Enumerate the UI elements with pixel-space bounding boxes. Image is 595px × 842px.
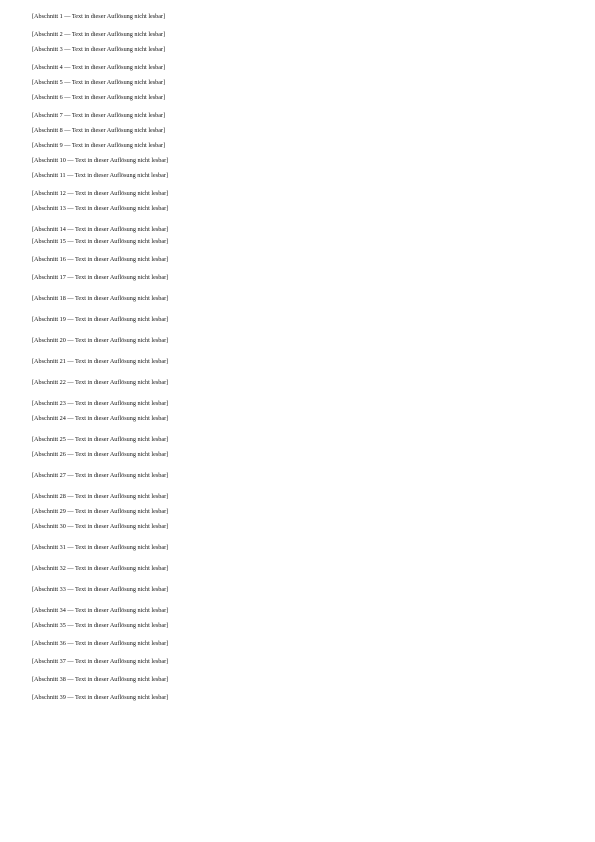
list-item: [Abschnitt 21 — Text in dieser Auflösung nicht lesbar] (32, 358, 169, 365)
paragraph: [Abschnitt 2 — Text in dieser Auflösung nicht lesbar] (32, 31, 166, 38)
list-item: [Abschnitt 17 — Text in dieser Auflösung nicht lesbar] (32, 274, 169, 281)
paragraph: [Abschnitt 13 — Text in dieser Auflösung nicht lesbar] (32, 205, 169, 212)
paragraph: [Abschnitt 39 — Text in dieser Auflösung nicht lesbar] (32, 694, 169, 701)
list-item: [Abschnitt 22 — Text in dieser Auflösung nicht lesbar] (32, 379, 169, 386)
paragraph: [Abschnitt 34 — Text in dieser Auflösung nicht lesbar] (32, 607, 169, 614)
paragraph: [Abschnitt 6 — Text in dieser Auflösung nicht lesbar] (32, 94, 166, 101)
list-item: [Abschnitt 26 — Text in dieser Auflösung nicht lesbar] (32, 451, 169, 458)
list-item: [Abschnitt 31 — Text in dieser Auflösung nicht lesbar] (32, 544, 169, 551)
list-item: [Abschnitt 23 — Text in dieser Auflösung nicht lesbar] (32, 400, 169, 407)
paragraph: [Abschnitt 1 — Text in dieser Auflösung nicht lesbar] (32, 13, 166, 20)
paragraph: [Abschnitt 4 — Text in dieser Auflösung nicht lesbar] (32, 64, 166, 71)
paragraph: [Abschnitt 14 — Text in dieser Auflösung nicht lesbar] (32, 226, 169, 233)
document-page (32, 12, 562, 708)
paragraph: [Abschnitt 12 — Text in dieser Auflösung nicht lesbar] (32, 190, 169, 197)
paragraph: [Abschnitt 11 — Text in dieser Auflösung nicht lesbar] (32, 172, 169, 179)
paragraph: [Abschnitt 8 — Text in dieser Auflösung nicht lesbar] (32, 127, 166, 134)
list-item: [Abschnitt 19 — Text in dieser Auflösung nicht lesbar] (32, 316, 169, 323)
paragraph: [Abschnitt 37 — Text in dieser Auflösung nicht lesbar] (32, 658, 169, 665)
list-item: [Abschnitt 29 — Text in dieser Auflösung nicht lesbar] (32, 508, 169, 515)
paragraph: [Abschnitt 9 — Text in dieser Auflösung nicht lesbar] (32, 142, 166, 149)
list-item: [Abschnitt 25 — Text in dieser Auflösung nicht lesbar] (32, 436, 169, 443)
paragraph: [Abschnitt 38 — Text in dieser Auflösung nicht lesbar] (32, 676, 169, 683)
paragraph: [Abschnitt 3 — Text in dieser Auflösung nicht lesbar] (32, 46, 166, 53)
paragraph: [Abschnitt 36 — Text in dieser Auflösung nicht lesbar] (32, 640, 169, 647)
paragraph: [Abschnitt 16 — Text in dieser Auflösung nicht lesbar] (32, 256, 169, 263)
paragraph: [Abschnitt 15 — Text in dieser Auflösung nicht lesbar] (32, 238, 169, 245)
list-item: [Abschnitt 30 — Text in dieser Auflösung nicht lesbar] (32, 523, 169, 530)
list-item: [Abschnitt 27 — Text in dieser Auflösung nicht lesbar] (32, 472, 169, 479)
paragraph: [Abschnitt 35 — Text in dieser Auflösung nicht lesbar] (32, 622, 169, 629)
paragraph: [Abschnitt 7 — Text in dieser Auflösung nicht lesbar] (32, 112, 166, 119)
list-item: [Abschnitt 33 — Text in dieser Auflösung nicht lesbar] (32, 586, 169, 593)
paragraph: [Abschnitt 10 — Text in dieser Auflösung nicht lesbar] (32, 157, 169, 164)
list-item: [Abschnitt 24 — Text in dieser Auflösung nicht lesbar] (32, 415, 169, 422)
list-item: [Abschnitt 28 — Text in dieser Auflösung nicht lesbar] (32, 493, 169, 500)
list-item: [Abschnitt 18 — Text in dieser Auflösung nicht lesbar] (32, 295, 169, 302)
paragraph: [Abschnitt 5 — Text in dieser Auflösung nicht lesbar] (32, 79, 166, 86)
list-item: [Abschnitt 32 — Text in dieser Auflösung nicht lesbar] (32, 565, 169, 572)
list-item: [Abschnitt 20 — Text in dieser Auflösung nicht lesbar] (32, 337, 169, 344)
